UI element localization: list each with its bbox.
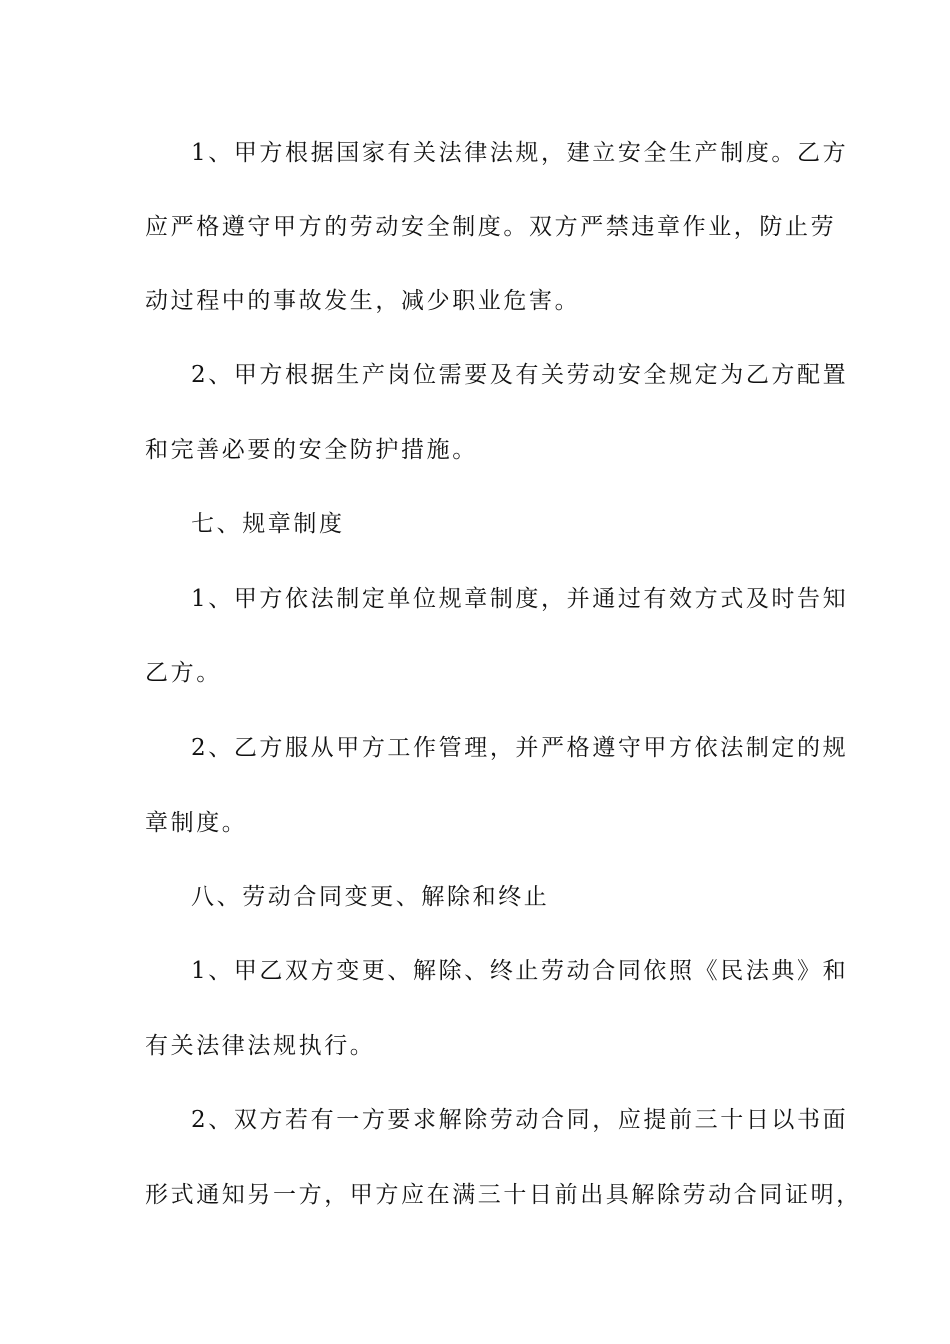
section-heading: 七、规章制度 (191, 511, 345, 537)
text-line: 形式通知另一方，甲方应在满三十日前出具解除劳动合同证明， (145, 1182, 862, 1208)
text-line: 1、甲方依法制定单位规章制度，并通过有效方式及时告知 (191, 586, 849, 612)
text-line: 应严格遵守甲方的劳动安全制度。双方严禁违章作业，防止劳 (145, 214, 837, 240)
text-line: 章制度。 (145, 810, 248, 836)
text-line: 1、甲方根据国家有关法律法规，建立安全生产制度。乙方 (191, 140, 849, 166)
section-heading: 八、劳动合同变更、解除和终止 (191, 884, 550, 910)
text-line: 和完善必要的安全防护措施。 (145, 437, 478, 463)
text-line: 2、双方若有一方要求解除劳动合同，应提前三十日以书面 (191, 1107, 849, 1133)
text-line: 乙方。 (145, 660, 222, 686)
text-line: 2、乙方服从甲方工作管理，并严格遵守甲方依法制定的规 (191, 735, 849, 761)
text-line: 动过程中的事故发生，减少职业危害。 (145, 288, 581, 314)
text-line: 2、甲方根据生产岗位需要及有关劳动安全规定为乙方配置 (191, 362, 849, 388)
text-line: 有关法律法规执行。 (145, 1033, 376, 1059)
text-line: 1、甲乙双方变更、解除、终止劳动合同依照《民法典》和 (191, 958, 849, 984)
